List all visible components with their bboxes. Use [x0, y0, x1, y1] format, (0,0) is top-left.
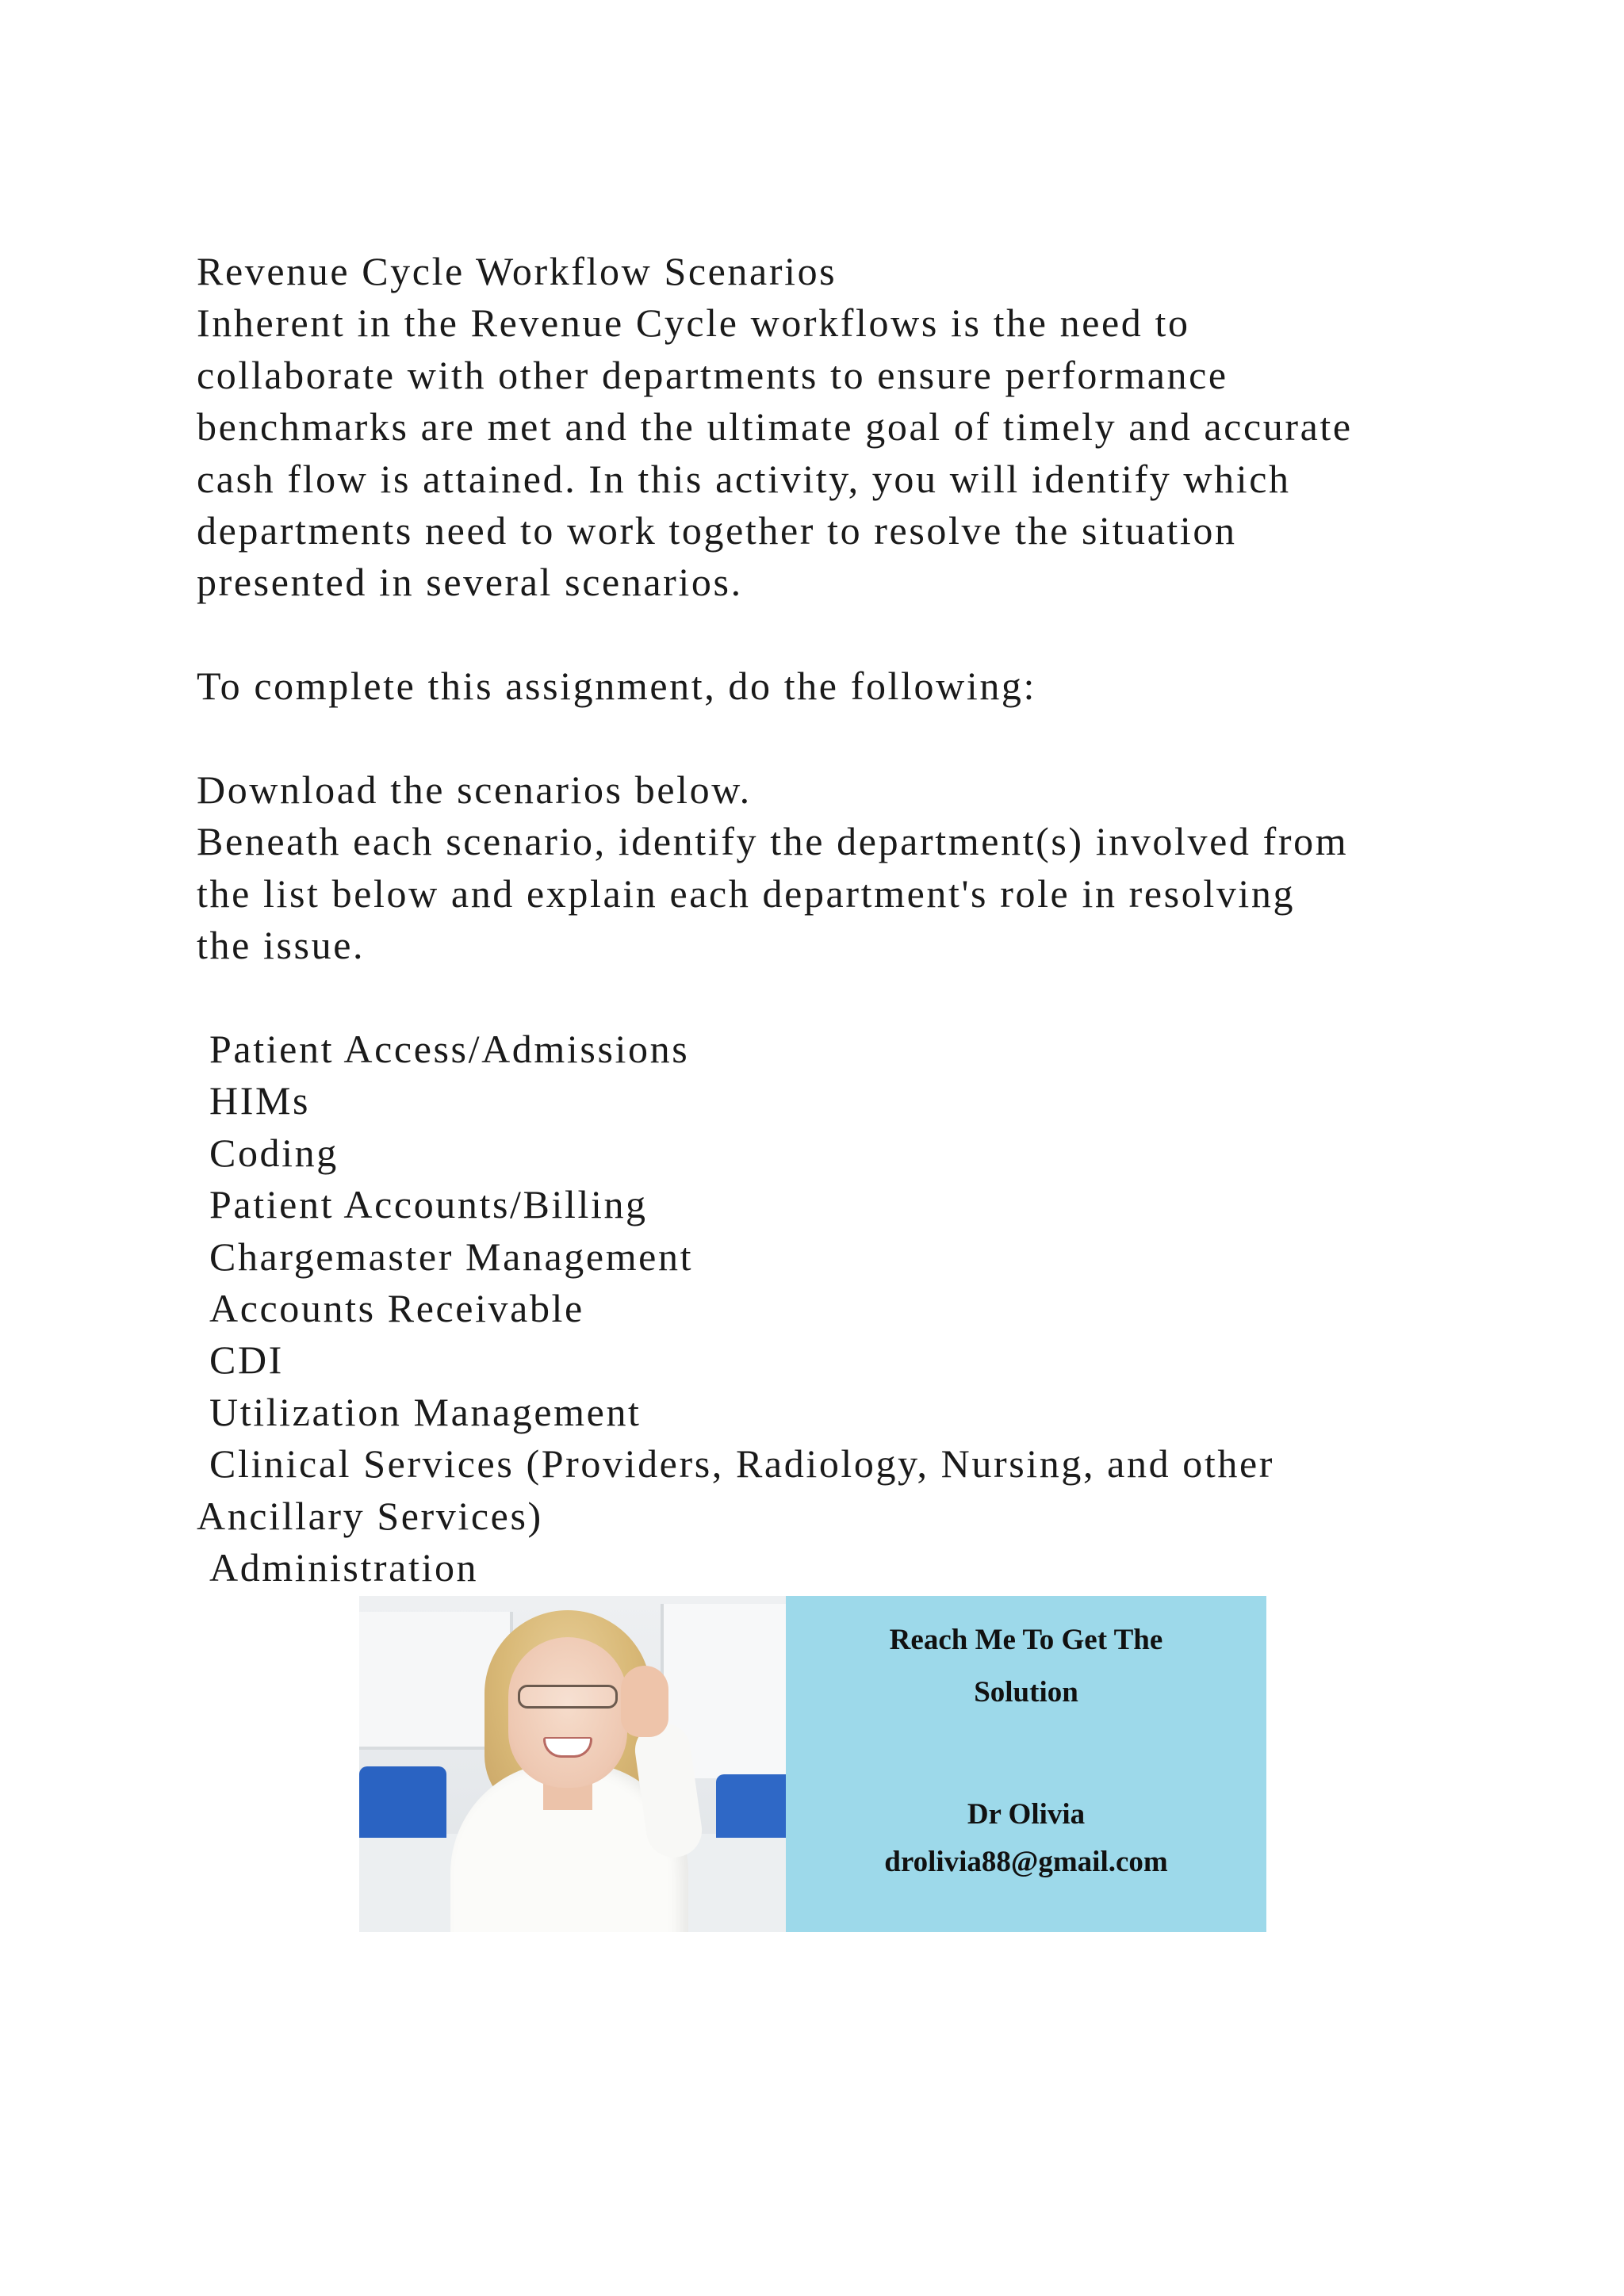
- woman-photo: [359, 1596, 786, 1932]
- banner-email: drolivia88@gmail.com: [884, 1846, 1168, 1878]
- department-item: Accounts Receivable: [209, 1286, 584, 1331]
- banner-caption: [786, 1596, 1266, 1932]
- department-item: Patient Access/Admissions: [209, 1027, 690, 1072]
- spacer: [197, 609, 1481, 660]
- hand-shape: [621, 1666, 668, 1737]
- department-item: Administration: [209, 1545, 479, 1590]
- department-item: Clinical Services (Providers, Radiology, Nursing, and other: [209, 1441, 1274, 1487]
- banner-line2: Solution: [974, 1676, 1078, 1709]
- spacer: [197, 713, 1481, 764]
- intro-line: benchmarks are met and the ultimate goal of timely and accurate: [197, 404, 1353, 450]
- intro-line: collaborate with other departments to ensure performance: [197, 352, 1228, 397]
- department-item: Utilization Management: [209, 1389, 642, 1434]
- chair-decoration: [716, 1774, 786, 1838]
- step-line: Beneath each scenario, identify the department(s) involved from: [197, 819, 1349, 864]
- instruction-heading: To complete this assignment, do the following:: [197, 664, 1037, 709]
- intro-line: cash flow is attained. In this activity, you will identify which: [197, 456, 1291, 501]
- department-item: Chargemaster Management: [209, 1234, 694, 1279]
- document-text: [197, 246, 1481, 1594]
- department-item: HIMs: [209, 1078, 311, 1123]
- department-item: CDI: [209, 1337, 284, 1383]
- step-line: the issue.: [197, 923, 366, 968]
- face-shape: [508, 1637, 627, 1788]
- department-item: Patient Accounts/Billing: [209, 1182, 648, 1227]
- spacer: [197, 972, 1481, 1024]
- glasses-shape: [518, 1685, 618, 1709]
- intro-line: Inherent in the Revenue Cycle workflows is the need to: [197, 300, 1190, 346]
- department-item-continuation: Ancillary Services): [197, 1493, 543, 1538]
- chair-decoration: [359, 1766, 446, 1838]
- step-line: the list below and explain each department's role in resolving: [197, 871, 1296, 916]
- banner-name: Dr Olivia: [967, 1798, 1086, 1831]
- department-item: Coding: [209, 1130, 339, 1175]
- intro-line: departments need to work together to resolve the situation: [197, 508, 1237, 553]
- step-line: Download the scenarios below.: [197, 767, 752, 813]
- contact-banner: [359, 1596, 1266, 1932]
- intro-line: presented in several scenarios.: [197, 560, 743, 605]
- document-title: Revenue Cycle Workflow Scenarios: [197, 249, 837, 293]
- banner-line1: Reach Me To Get The: [889, 1624, 1163, 1656]
